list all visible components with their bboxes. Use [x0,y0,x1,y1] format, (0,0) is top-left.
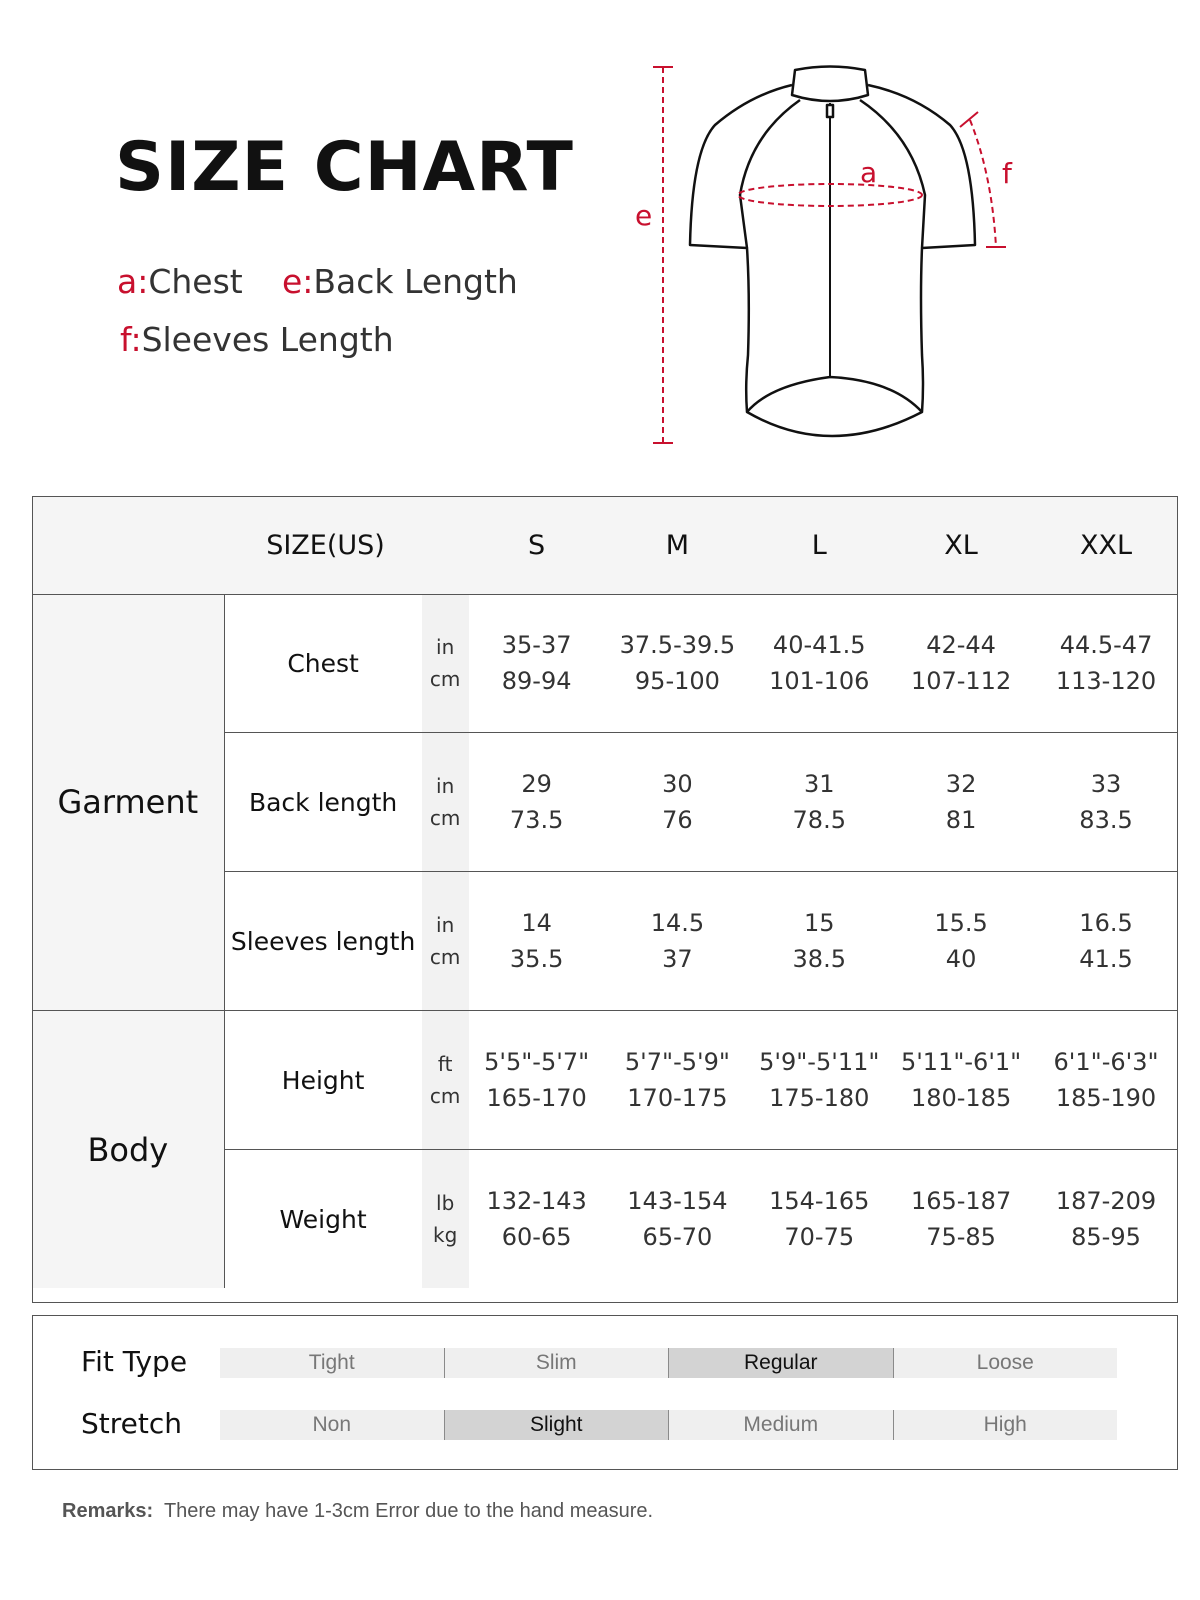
value-secondary: 65-70 [642,1223,713,1251]
value-cell [604,733,750,872]
value-primary: 6'1"-6'3" [1053,1048,1159,1076]
attr-height: Height [224,1011,421,1150]
fit-type-scale [220,1348,1117,1378]
unit-cell [422,733,469,872]
value-primary: 42-44 [926,631,996,659]
group-body: Body [32,1011,224,1289]
size-s: S [469,496,605,594]
label-e: e [635,199,653,232]
value-secondary: 70-75 [784,1223,855,1251]
attr-weight: Weight [224,1150,421,1289]
value-secondary: 180-185 [910,1084,1012,1112]
attr-sleeves-length: Sleeves length [224,872,421,1011]
value-secondary: 175-180 [769,1084,870,1112]
unit-primary: in [436,913,455,937]
unit-secondary: cm [429,667,461,691]
table-row [32,1011,1178,1150]
value-secondary: 35.5 [509,945,564,973]
label-f: f [1002,157,1012,190]
value-secondary: 89-94 [501,667,572,695]
value-primary: 5'11"-6'1" [900,1048,1022,1076]
value-secondary: 76 [662,806,693,834]
attr-back-length: Back length [224,733,421,872]
value-primary: 14.5 [650,909,705,937]
value-cell [1034,1150,1178,1289]
value-secondary: 113-120 [1055,667,1157,695]
unit-cell [422,872,469,1011]
value-primary: 143-154 [627,1187,728,1215]
size-table [32,496,1178,1288]
unit-cell [422,1011,469,1150]
value-cell [604,1150,750,1289]
value-cell [604,872,750,1011]
remarks: Remarks: There may have 1-3cm Error due to the hand measure. [62,1500,654,1522]
legend-chest: a:Chest [117,262,243,301]
value-primary: 154-165 [769,1187,870,1215]
unit-secondary: cm [429,945,461,969]
size-xl: XL [888,496,1034,594]
value-primary: 44.5-47 [1059,631,1153,659]
table-header-row [32,496,1178,594]
value-primary: 35-37 [501,631,572,659]
label-a: a [860,156,878,189]
value-secondary: 107-112 [910,667,1012,695]
header-divider [33,594,1177,595]
stretch-option-slight: Slight [444,1410,669,1440]
unit-primary: in [436,635,455,659]
value-cell [888,872,1034,1011]
value-cell [469,594,605,733]
value-secondary: 40 [945,945,977,973]
size-xxl: XXL [1034,496,1178,594]
unit-cell [422,1150,469,1289]
stretch-label: Stretch [81,1407,182,1440]
value-primary: 132-143 [486,1187,587,1215]
value-secondary: 185-190 [1055,1084,1157,1112]
value-secondary: 41.5 [1079,945,1133,973]
value-secondary: 37 [662,945,693,973]
value-primary: 5'5"-5'7" [484,1048,590,1076]
unit-secondary: cm [429,806,461,830]
group-garment: Garment [32,594,224,1011]
jersey-diagram [630,55,1050,455]
stretch-scale [220,1410,1117,1440]
stretch-option-medium: Medium [668,1410,893,1440]
unit-cell [422,594,469,733]
attr-chest: Chest [287,648,359,678]
value-cell [469,872,605,1011]
jersey-collar [792,67,868,102]
value-secondary: 83.5 [1079,806,1133,834]
value-cell [750,1011,888,1150]
legend-back-length: e:Back Length [282,262,518,301]
value-cell [1034,733,1178,872]
legend-sleeves-length: f:Sleeves Length [120,320,394,359]
value-cell [469,1011,605,1150]
value-secondary: 85-95 [1071,1223,1141,1251]
value-primary: 32 [945,770,977,798]
value-cell [469,1150,605,1289]
value-cell [750,594,888,733]
value-cell [888,594,1034,733]
value-primary: 5'9"-5'11" [759,1048,880,1076]
value-primary: 15 [803,909,835,937]
fit-option-loose: Loose [893,1348,1118,1378]
fit-option-slim: Slim [444,1348,669,1378]
value-secondary: 75-85 [926,1223,996,1251]
value-secondary: 38.5 [792,945,846,973]
value-primary: 40-41.5 [772,631,866,659]
value-secondary: 170-175 [627,1084,728,1112]
fit-type-label: Fit Type [81,1345,188,1378]
value-primary: 31 [803,770,835,798]
fit-option-regular: Regular [668,1348,893,1378]
value-cell [750,733,888,872]
value-primary: 15.5 [934,909,988,937]
unit-secondary: cm [429,1084,461,1108]
value-primary: 37.5-39.5 [619,631,736,659]
value-cell [888,1150,1034,1289]
value-secondary: 95-100 [634,667,720,695]
value-primary: 33 [1090,770,1122,798]
size-m: M [604,496,750,594]
value-cell [1034,1011,1178,1150]
value-secondary: 78.5 [792,806,846,834]
value-cell [469,733,605,872]
value-cell [888,1011,1034,1150]
value-cell [604,1011,750,1150]
value-cell [750,1150,888,1289]
stretch-option-high: High [893,1410,1118,1440]
unit-secondary: kg [433,1223,458,1247]
page-title: SIZE CHART [115,128,574,207]
unit-primary: in [436,774,455,798]
value-secondary: 73.5 [509,806,564,834]
value-secondary: 60-65 [501,1223,572,1251]
value-cell [750,872,888,1011]
value-primary: 30 [662,770,693,798]
fit-box [32,1315,1178,1470]
fit-option-tight: Tight [220,1348,444,1378]
value-secondary: 165-170 [486,1084,587,1112]
size-l: L [750,496,888,594]
unit-primary: lb [436,1191,455,1215]
size-header: SIZE(US) [224,496,469,594]
stretch-option-non: Non [220,1410,444,1440]
value-primary: 187-209 [1055,1187,1157,1215]
value-secondary: 101-106 [769,667,870,695]
table-row [32,594,1178,733]
value-primary: 165-187 [910,1187,1012,1215]
value-primary: 29 [521,770,552,798]
value-primary: 5'7"-5'9" [624,1048,730,1076]
value-cell [1034,594,1178,733]
value-cell [888,733,1034,872]
value-primary: 16.5 [1079,909,1133,937]
value-primary: 14 [521,909,552,937]
value-cell [604,594,750,733]
value-cell [1034,872,1178,1011]
unit-primary: ft [437,1052,453,1076]
value-secondary: 81 [945,806,977,834]
